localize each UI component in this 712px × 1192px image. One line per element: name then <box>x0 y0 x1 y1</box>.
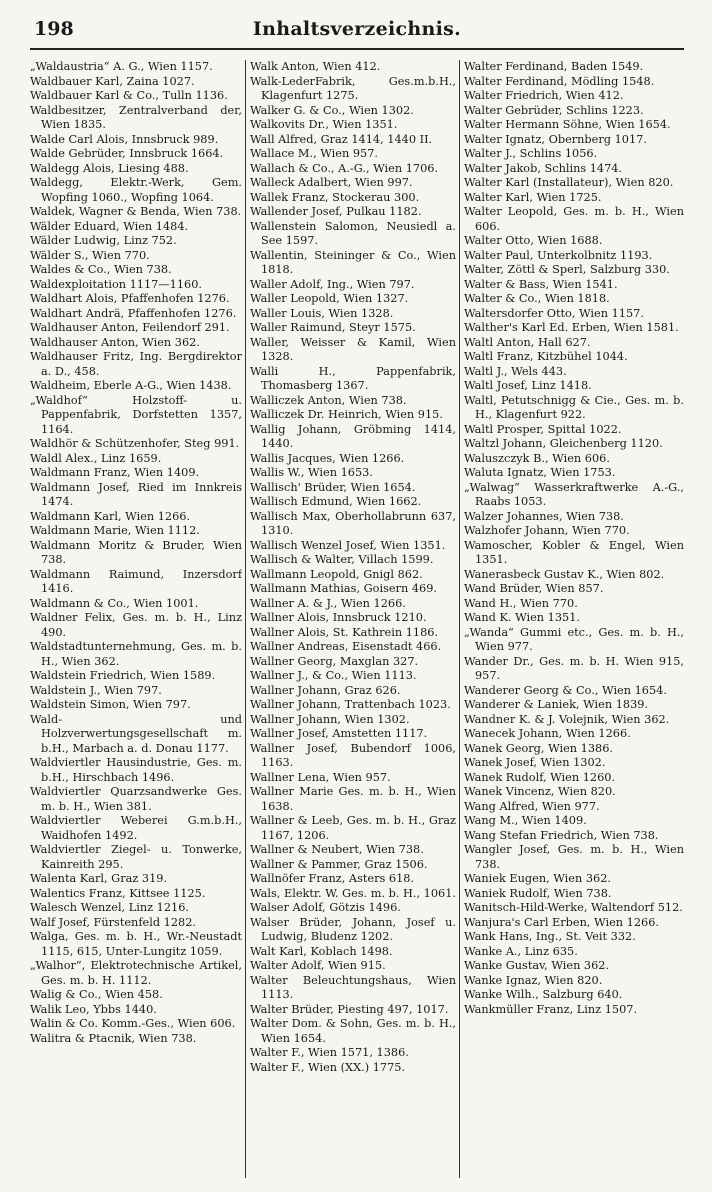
index-entry: Waltl Anton, Hall 627. <box>464 335 591 349</box>
index-entry: Waller, Weisser & Kamil, Wien 1328. <box>250 335 456 363</box>
index-entry: Waldhör & Schützenhofer, Steg 991. <box>30 437 240 450</box>
index-entry: Waldner Felix, Ges. m. b. H., Linz 490. <box>30 611 242 639</box>
index-entry: Walter Ignatz, Obernberg 1017. <box>464 132 647 146</box>
index-entry: Wälder S., Wien 770. <box>30 248 150 262</box>
index-entry: Waldheim, Eberle A-G., Wien 1438. <box>30 379 232 392</box>
index-entry: Wallner Josef, Amstetten 1117. <box>250 727 428 740</box>
index-entry: Waniek Rudolf, Wien 738. <box>464 886 612 900</box>
index-entry: Waldmann Moritz & Bruder, Wien 738. <box>30 538 242 566</box>
index-entry: Waldbauer Karl, Zaina 1027. <box>30 74 195 88</box>
index-entry: Wallek Franz, Stockerau 300. <box>250 190 420 204</box>
index-entry: Wallner Andreas, Eisenstadt 466. <box>250 640 442 653</box>
index-entry: Wallner & Neubert, Wien 738. <box>250 843 424 856</box>
index-entry: Wallner Josef, Bubendorf 1006, 1163. <box>250 741 456 769</box>
index-entry: Walter Karl, Wien 1725. <box>464 190 602 204</box>
index-entry: Wallig Johann, Gröbming 1414, 1440. <box>250 422 456 450</box>
index-entry: Walter Dom. & Sohn, Ges. m. b. H., Wien 1654. <box>250 1017 456 1045</box>
index-entry: Walzer Johannes, Wien 738. <box>464 509 624 523</box>
index-entry: Waldviertler Hausindustrie, Ges. m. b.H., Hirschbach 1496. <box>30 756 242 784</box>
index-entry: Walk Anton, Wien 412. <box>250 60 381 73</box>
index-column-3 <box>464 60 684 1178</box>
index-entry: Waldegg Alois, Liesing 488. <box>30 161 189 175</box>
index-entry: Wallner A. & J., Wien 1266. <box>250 596 406 610</box>
index-entry: Walther's Karl Ed. Erben, Wien 1581. <box>464 321 679 334</box>
index-entry: Wandner K. & J. Volejnik, Wien 362. <box>464 712 670 726</box>
index-entry: Walkovits Dr., Wien 1351. <box>250 118 398 131</box>
index-entry: Wanek Rudolf, Wien 1260. <box>464 770 616 784</box>
index-entry: Walleck Adalbert, Wien 997. <box>250 176 413 189</box>
index-entry: Wanek Josef, Wien 1302. <box>464 756 606 769</box>
index-entry: Wallner & Pammer, Graz 1506. <box>250 857 428 871</box>
index-entry: Waldbesitzer, Zentralverband der, Wien 1835. <box>30 103 242 131</box>
index-entry: Wallisch Max, Oberhollabrunn 637, 1310. <box>250 509 456 537</box>
index-entry: Walig & Co., Wien 458. <box>30 988 163 1001</box>
index-entry: Wamoscher, Kobler & Engel, Wien 1351. <box>464 538 684 566</box>
index-entry: Waldhart Alois, Pfaffenhofen 1276. <box>30 292 230 305</box>
page-number: 198 <box>34 18 74 40</box>
index-entry: Walter Hermann Söhne, Wien 1654. <box>464 118 671 131</box>
index-entry: Walser Brüder, Johann, Josef u. Ludwig, Bludenz 1202. <box>250 915 456 943</box>
index-entry: Wallis Jacques, Wien 1266. <box>250 451 405 465</box>
index-entry: Walik Leo, Ybbs 1440. <box>30 1002 157 1016</box>
index-entry: Walter Ferdinand, Mödling 1548. <box>464 74 655 88</box>
index-entry: Waldes & Co., Wien 738. <box>30 263 172 276</box>
page-title: Inhaltsverzeichnis. <box>252 18 462 40</box>
index-entry: Wallner Johann, Wien 1302. <box>250 712 410 726</box>
index-entry: Wanerasbeck Gustav K., Wien 802. <box>464 567 665 581</box>
index-entry: Wand Brüder, Wien 857. <box>464 582 604 595</box>
index-entry: Wall Alfred, Graz 1414, 1440 II. <box>250 132 433 146</box>
index-entry: Walf Josef, Fürstenfeld 1282. <box>30 915 196 929</box>
index-entry: „Walwag“ Wasserkraftwerke A.-G., Raabs 1053. <box>464 480 684 508</box>
index-entry: Wang Alfred, Wien 977. <box>464 799 600 813</box>
index-entry: Walli H., Pappenfabrik, Thomasberg 1367. <box>250 364 456 392</box>
index-entry: Waller Adolf, Ing., Wien 797. <box>250 277 415 291</box>
index-entry: Wanke Wilh., Salzburg 640. <box>464 988 623 1001</box>
index-entry: Wallace M., Wien 957. <box>250 147 378 160</box>
index-entry: Walliczek Dr. Heinrich, Wien 915. <box>250 408 443 421</box>
index-entry: Wallach & Co., A.-G., Wien 1706. <box>250 161 439 175</box>
index-column-1 <box>30 60 242 1178</box>
index-entry: Waltl Josef, Linz 1418. <box>464 379 592 392</box>
index-entry: Waldstadtunternehmung, Ges. m. b. H., Wien 362. <box>30 640 242 668</box>
index-entry: Wallner Lena, Wien 957. <box>250 770 391 784</box>
index-entry: Wallenstein Salomon, Neusiedl a. See 1597. <box>250 219 456 247</box>
index-entry: Wanderer & Laniek, Wien 1839. <box>464 698 649 711</box>
index-entry: Wand H., Wien 770. <box>464 596 578 610</box>
index-entry: Wallmann Leopold, Gnigl 862. <box>250 567 423 581</box>
index-entry: Walter Beleuchtungshaus, Wien 1113. <box>250 973 456 1001</box>
index-entry: Wallender Josef, Pulkau 1182. <box>250 205 422 218</box>
index-entry: Wanke A., Linz 635. <box>464 944 578 958</box>
index-entry: Wank Hans, Ing., St. Veit 332. <box>464 930 636 943</box>
header-rule <box>30 48 684 50</box>
index-entry: Waldmann Marie, Wien 1112. <box>30 524 200 537</box>
index-entry: Wallner Johann, Graz 626. <box>250 683 401 697</box>
index-entry: Walde Gebrüder, Innsbruck 1664. <box>30 147 224 160</box>
index-entry: Wand K. Wien 1351. <box>464 611 581 624</box>
index-entry: Walter Jakob, Schlins 1474. <box>464 161 623 175</box>
index-entry: „Waldhof“ Holzstoff- u. Pappenfabrik, Dorfstetten 1357, 1164. <box>30 393 242 436</box>
index-entry: Wander Dr., Ges. m. b. H. Wien 915, 957. <box>464 654 684 682</box>
index-entry: Wallner Georg, Maxglan 327. <box>250 654 419 668</box>
index-entry: Wanecek Johann, Wien 1266. <box>464 727 631 740</box>
index-entry: Wallnöfer Franz, Asters 618. <box>250 872 415 885</box>
index-entry: Waldhauser Anton, Feilendorf 291. <box>30 321 230 334</box>
index-entry: Walde Carl Alois, Innsbruck 989. <box>30 132 219 146</box>
index-entry: Waldegg, Elektr.-Werk, Gem. Wopfing 1060., Wopfing 1064. <box>30 176 242 204</box>
index-entry: Walter Gebrüder, Schlins 1223. <box>464 103 644 117</box>
index-entry: Wanek Vincenz, Wien 820. <box>464 785 616 798</box>
index-entry: Wald- und Holzverwertungsgesellschaft m. b.H., Marbach a. d. Donau 1177. <box>30 712 242 755</box>
index-entry: Waldmann Karl, Wien 1266. <box>30 509 191 523</box>
index-entry: Walter & Co., Wien 1818. <box>464 292 610 305</box>
index-entry: „Walhor“, Elektrotechnische Artikel, Ges. m. b. H. 1112. <box>30 959 242 987</box>
index-entry: Walenta Karl, Graz 319. <box>30 872 168 885</box>
index-entry: Walliczek Anton, Wien 738. <box>250 393 407 407</box>
index-entry: Wanitsch-Hild-Werke, Waltendorf 512. <box>464 901 683 914</box>
index-entry: Waldviertler Ziegel- u. Tonwerke, Kainreith 295. <box>30 843 242 871</box>
index-entry: Waldmann Raimund, Inzersdorf 1416. <box>30 567 242 595</box>
index-entry: Wallner & Leeb, Ges. m. b. H., Graz 1167, 1206. <box>250 814 456 842</box>
index-entry: Wallentin, Steininger & Co., Wien 1818. <box>250 248 456 276</box>
index-entry: Walter F., Wien (XX.) 1775. <box>250 1060 406 1074</box>
index-entry: Wallisch & Walter, Villach 1599. <box>250 553 434 566</box>
index-entry: Wallisch Edmund, Wien 1662. <box>250 495 422 508</box>
index-entry: Wälder Eduard, Wien 1484. <box>30 219 189 233</box>
index-entry: Walter, Zöttl & Sperl, Salzburg 330. <box>464 263 670 276</box>
index-entry: Walesch Wenzel, Linz 1216. <box>30 901 190 914</box>
index-entry: Waldbauer Karl & Co., Tulln 1136. <box>30 89 228 102</box>
index-column-2 <box>250 60 456 1178</box>
index-entry: „Wanda“ Gummi etc., Ges. m. b. H., Wien 977. <box>464 625 684 653</box>
index-entry: Wallisch' Brüder, Wien 1654. <box>250 480 416 494</box>
index-entry: Waldstein Friedrich, Wien 1589. <box>30 669 216 682</box>
index-entry: Wangler Josef, Ges. m. b. H., Wien 738. <box>464 843 684 871</box>
index-entry: Walter F., Wien 1571, 1386. <box>250 1046 409 1059</box>
index-entry: Waller Louis, Wien 1328. <box>250 306 394 320</box>
index-entry: Wallisch Wenzel Josef, Wien 1351. <box>250 538 446 552</box>
index-entry: Wallner Johann, Trattenbach 1023. <box>250 698 451 711</box>
index-entry: Waldhauser Fritz, Ing. Bergdirektor a. D., 458. <box>30 350 242 378</box>
index-entry: Wallis W., Wien 1653. <box>250 466 373 479</box>
index-entry: Walter Leopold, Ges. m. b. H., Wien 606. <box>464 205 684 233</box>
index-entry: Wallner Marie Ges. m. b. H., Wien 1638. <box>250 785 456 813</box>
index-entry: Waltzl Johann, Gleichenberg 1120. <box>464 437 663 450</box>
page-header <box>30 14 684 44</box>
index-entry: Wanke Gustav, Wien 362. <box>464 959 610 972</box>
index-entry: Walter Otto, Wien 1688. <box>464 234 603 247</box>
index-entry: Waltl Franz, Kitzbühel 1044. <box>464 350 628 363</box>
index-entry: Waldmann Josef, Ried im Innkreis 1474. <box>30 480 242 508</box>
index-entry: „Waldaustria“ A. G., Wien 1157. <box>30 60 213 73</box>
index-entry: Waldek, Wagner & Benda, Wien 738. <box>30 205 242 218</box>
index-entry: Walter & Bass, Wien 1541. <box>464 277 618 291</box>
index-entry: Walter Adolf, Wien 915. <box>250 959 386 972</box>
index-entry: Walter J., Schlins 1056. <box>464 147 598 160</box>
index-entry: Waldmann Franz, Wien 1409. <box>30 466 200 479</box>
index-entry: Wang M., Wien 1409. <box>464 814 587 827</box>
index-entry: Waltl, Petutschnigg & Cie., Ges. m. b. H., Klagenfurt 922. <box>464 393 684 421</box>
index-entry: Waldl Alex., Linz 1659. <box>30 451 162 465</box>
index-entry: Waluszczyk B., Wien 606. <box>464 451 610 465</box>
index-entry: Wanke Ignaz, Wien 820. <box>464 973 603 987</box>
index-entry: Waldstein Simon, Wien 797. <box>30 698 191 711</box>
index-entry: Wang Stefan Friedrich, Wien 738. <box>464 828 659 842</box>
index-entry: Wallmann Mathias, Goisern 469. <box>250 582 437 595</box>
index-entry: Walter Brüder, Piesting 497, 1017. <box>250 1002 449 1016</box>
index-entry: Waniek Eugen, Wien 362. <box>464 872 612 885</box>
index-entry: Wälder Ludwig, Linz 752. <box>30 234 177 247</box>
index-entry: Walser Adolf, Götzis 1496. <box>250 901 401 914</box>
index-entry: Waluta Ignatz, Wien 1753. <box>464 466 616 479</box>
index-entry: Walter Paul, Unterkolbnitz 1193. <box>464 248 653 262</box>
index-entry: Waltl Prosper, Spittal 1022. <box>464 422 622 436</box>
index-entry: Walker G. & Co., Wien 1302. <box>250 103 414 117</box>
index-entry: Waller Raimund, Steyr 1575. <box>250 321 416 334</box>
index-entry: Waldviertler Quarzsandwerke Ges. m. b. H., Wien 381. <box>30 785 242 813</box>
index-entry: Wallner J., & Co., Wien 1113. <box>250 669 417 682</box>
index-entry: Waldmann & Co., Wien 1001. <box>30 596 199 610</box>
index-entry: Waldexploitation 1117—1160. <box>30 277 203 291</box>
column-divider <box>245 60 246 1178</box>
index-entry: Walter Ferdinand, Baden 1549. <box>464 60 644 73</box>
index-entry: Walga, Ges. m. b. H., Wr.-Neustadt 1115, 615, Unter-Lungitz 1059. <box>30 930 242 958</box>
index-entry: Wankmüller Franz, Linz 1507. <box>464 1002 638 1016</box>
index-entry: Waldviertler Weberei G.m.b.H., Waidhofen 1492. <box>30 814 242 842</box>
index-entry: Walentics Franz, Kittsee 1125. <box>30 886 206 900</box>
index-entry: Walin & Co. Komm.-Ges., Wien 606. <box>30 1017 236 1030</box>
index-entry: Wanjura's Carl Erben, Wien 1266. <box>464 915 659 929</box>
index-entry: Waller Leopold, Wien 1327. <box>250 292 409 305</box>
column-divider <box>459 60 460 1178</box>
index-entry: Walitra & Ptacnik, Wien 738. <box>30 1031 197 1045</box>
index-entry: Walter Karl (Installateur), Wien 820. <box>464 176 674 189</box>
index-entry: Waldhart Andrä, Pfaffenhofen 1276. <box>30 306 237 320</box>
index-entry: Waldstein J., Wien 797. <box>30 683 162 697</box>
index-entry: Walzhofer Johann, Wien 770. <box>464 524 630 537</box>
index-entry: Walt Karl, Koblach 1498. <box>250 944 393 958</box>
index-entry: Wals, Elektr. W. Ges. m. b. H., 1061. <box>250 886 456 900</box>
index-entry: Waltersdorfer Otto, Wien 1157. <box>464 306 644 320</box>
index-entry: Wallner Alois, Innsbruck 1210. <box>250 611 427 624</box>
index-entry: Wallner Alois, St. Kathrein 1186. <box>250 625 439 639</box>
index-entry: Waldhauser Anton, Wien 362. <box>30 335 200 349</box>
index-entry: Walk-LederFabrik, Ges.m.b.H., Klagenfurt 1275. <box>250 74 456 102</box>
index-entry: Wanek Georg, Wien 1386. <box>464 741 614 755</box>
index-entry: Wanderer Georg & Co., Wien 1654. <box>464 683 667 697</box>
index-entry: Walter Friedrich, Wien 412. <box>464 89 624 102</box>
index-entry: Waltl J., Wels 443. <box>464 364 567 378</box>
